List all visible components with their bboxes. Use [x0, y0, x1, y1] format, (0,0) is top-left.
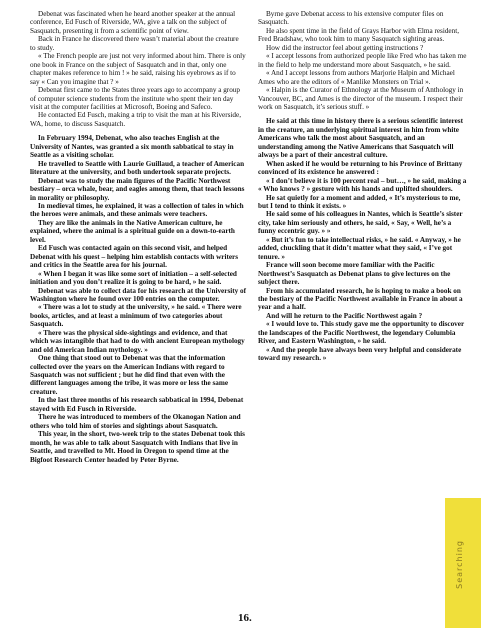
paragraph: « The French people are just not very informed about him. There is only one book in France on the subject of Sasquatch and in that, only one chapter makes reference to him ! » he said, raising his eyebrows as if to say « Can you imagine that ? »: [30, 52, 246, 86]
paragraph: He contacted Ed Fusch, making a trip to visit the man at his Riverside, WA, home, to discuss Sasquatch.: [30, 111, 242, 128]
paragraph: Ed Fusch was contacted again on this second visit, and helped Debenat with his quest – helping him establish contacts with writers and critics in the Seattle area for his journal.: [30, 244, 239, 270]
paragraph: In February 1994, Debenat, who also teaches English at the University of Nantes, was granted a six month sabbatical to stay in Seattle as a visiting scholar.: [30, 134, 234, 160]
paragraph: Byrne gave Debenat access to his extensive computer files on Sasquatch.: [258, 10, 444, 27]
paragraph: And will he return to the Pacific Northwest again ?: [266, 311, 423, 320]
paragraph: He said some of his colleagues in Nantes, which is Seattle’s sister city, take him seriously and others, he said, « Say, « Well, he’s a funny eccentric guy. » »: [258, 210, 463, 236]
paragraph: There he was introduced to members of the Okanogan Nation and others who told him of stories and sightings about Sasquatch.: [30, 413, 241, 430]
paragraph: He said at this time in history there is a serious scientific interest in the creature, an underlying spiritual interest in him from white Americans who talk the most about Sasquatch, and an understanding among the Native Americans that Sasquatch will always be a part of their ancestral culture.: [258, 117, 463, 160]
paragraph: « And the people have always been very helpful and considerate toward my research. »: [258, 345, 462, 363]
paragraph: When asked if he would be returning to his Province of Brittany convinced of its existence he answered :: [258, 159, 463, 177]
side-strip-text: Searching: [455, 540, 464, 589]
paragraph: « There was a lot to study at the university, » he said. « There were books, articles, and at least a minimum of two categories about Sasquatch.: [30, 303, 242, 329]
paragraph: « But it’s fun to take intellectual risks, » he said. « Anyway, » he added, chuckling that it didn’t matter what they said, « I’ve got tenure. »: [258, 235, 461, 261]
paragraph: France will soon become more familiar with the Pacific Northwest’s Sasquatch as Debenat plans to give lectures on the subject there.: [258, 261, 451, 287]
paragraph: « When I began it was like some sort of initiation – a self-selected initiation and you don’t realize it is going to be hard, » he said.: [30, 269, 237, 287]
right-column: [258, 10, 470, 363]
paragraph: From his accumulated research, he is hoping to make a book on the bestiary of the Pacific Northwest available in France in about a year and a half.: [258, 286, 463, 312]
paragraph: « I accept lessons from authorized people like Fred who has taken me in the field to help me understand more about Sasquatch, » he said.: [258, 52, 467, 69]
paragraph: Debenat was able to collect data for his research at the University of Washington where he found over 100 entries on the computer.: [30, 286, 247, 303]
paragraph: In medieval times, he explained, it was a collection of tales in which the heroes were animals, and these animals were teachers.: [30, 201, 244, 219]
left-column: [30, 10, 246, 464]
paragraph: He also spent time in the field of Grays Harbor with Elma resident, Fred Bradshaw, who took him to many Sasquatch sighting areas.: [258, 26, 460, 44]
paragraph: « There was the physical side-sightings and evidence, and that which was intangible that had to do with ancient European mythology and old American Indian mythology. »: [30, 328, 245, 354]
paragraph: Debenat was to study the main figures of the Pacific Northwest bestiary – orca whale, bear, and eagles among them, that teach lessons in morality or philosophy.: [30, 176, 245, 202]
paragraph: Debenat first came to the States three years ago to accompany a group of computer science students from the institute who spent their ten day visit at the computer facilities at Microsoft, Boeing and Safeco.: [30, 86, 240, 111]
paragraph: One thing that stood out to Debenat was that the information collected over the years on the American Indians with regard to Sasquatch was not sufficient ; but he did find that even with the different languages among the tribe, it was more or less the same creature.: [30, 354, 229, 396]
right-body: [258, 117, 470, 362]
paragraph: He sat quietly for a moment and added, « It’s mysterious to me, but I tend to think it exists. »: [258, 193, 461, 210]
paragraph: How did the instructor feel about getting instructions ?: [266, 43, 424, 52]
paragraph: They are like the animals in the Native American culture, he explained, where the animal is a spiritual guide on a down-to-earth level.: [30, 218, 235, 244]
paragraph: « I would love to. This study gave me the opportunity to discover the landscapes of the Pacific Northwest, the legendary Columbia River, and Eastern Washington, » he said.: [258, 320, 465, 346]
left-intro: [30, 10, 246, 128]
paragraph: Back in France he discovered there wasn’t material about the creature to study.: [30, 35, 239, 52]
page-number: 16.: [238, 612, 252, 624]
paragraph: This year, in the short, two-week trip to the states Debenat took this month, he was able to talk about Sasquatch with Indians that live in Seattle, and travelled to Mt. Hood in Oregon to spend time at the Bigfoot Research Center headed by Peter Byrne.: [30, 430, 245, 464]
paragraph: « I don’t believe it is 100 percent real – but…, » he said, making a « Who knows ? » gesture with his hands and uplifted shoulders.: [258, 176, 467, 194]
paragraph: Debenat was fascinated when he heard another speaker at the annual conference, Ed Fusch of Riverside, WA, give a talk on the subject of Sasquatch, presenting it from a scientific point of view.: [30, 10, 236, 35]
right-intro: [258, 10, 470, 111]
paragraph: In the last three months of his research sabbatical in 1994, Debenat stayed with Ed Fusch in Riverside.: [30, 396, 244, 413]
paragraph: He travelled to Seattle with Laurie Guillaud, a teacher of American literature at the university, and both undertook separate projects.: [30, 159, 245, 177]
paragraph: « And I accept lessons from authors Marjorie Halpin and Michael Ames who are the editors of « Manlike Monsters on Trial ».: [258, 69, 455, 86]
left-body: [30, 134, 246, 464]
paragraph: « Halpin is the Curator of Ethnology at the Museum of Anthology in Vancouver, BC, and Ames is the director of the museum. I respect their work on Sasquatch, it’s serious stuff. »: [258, 86, 464, 111]
